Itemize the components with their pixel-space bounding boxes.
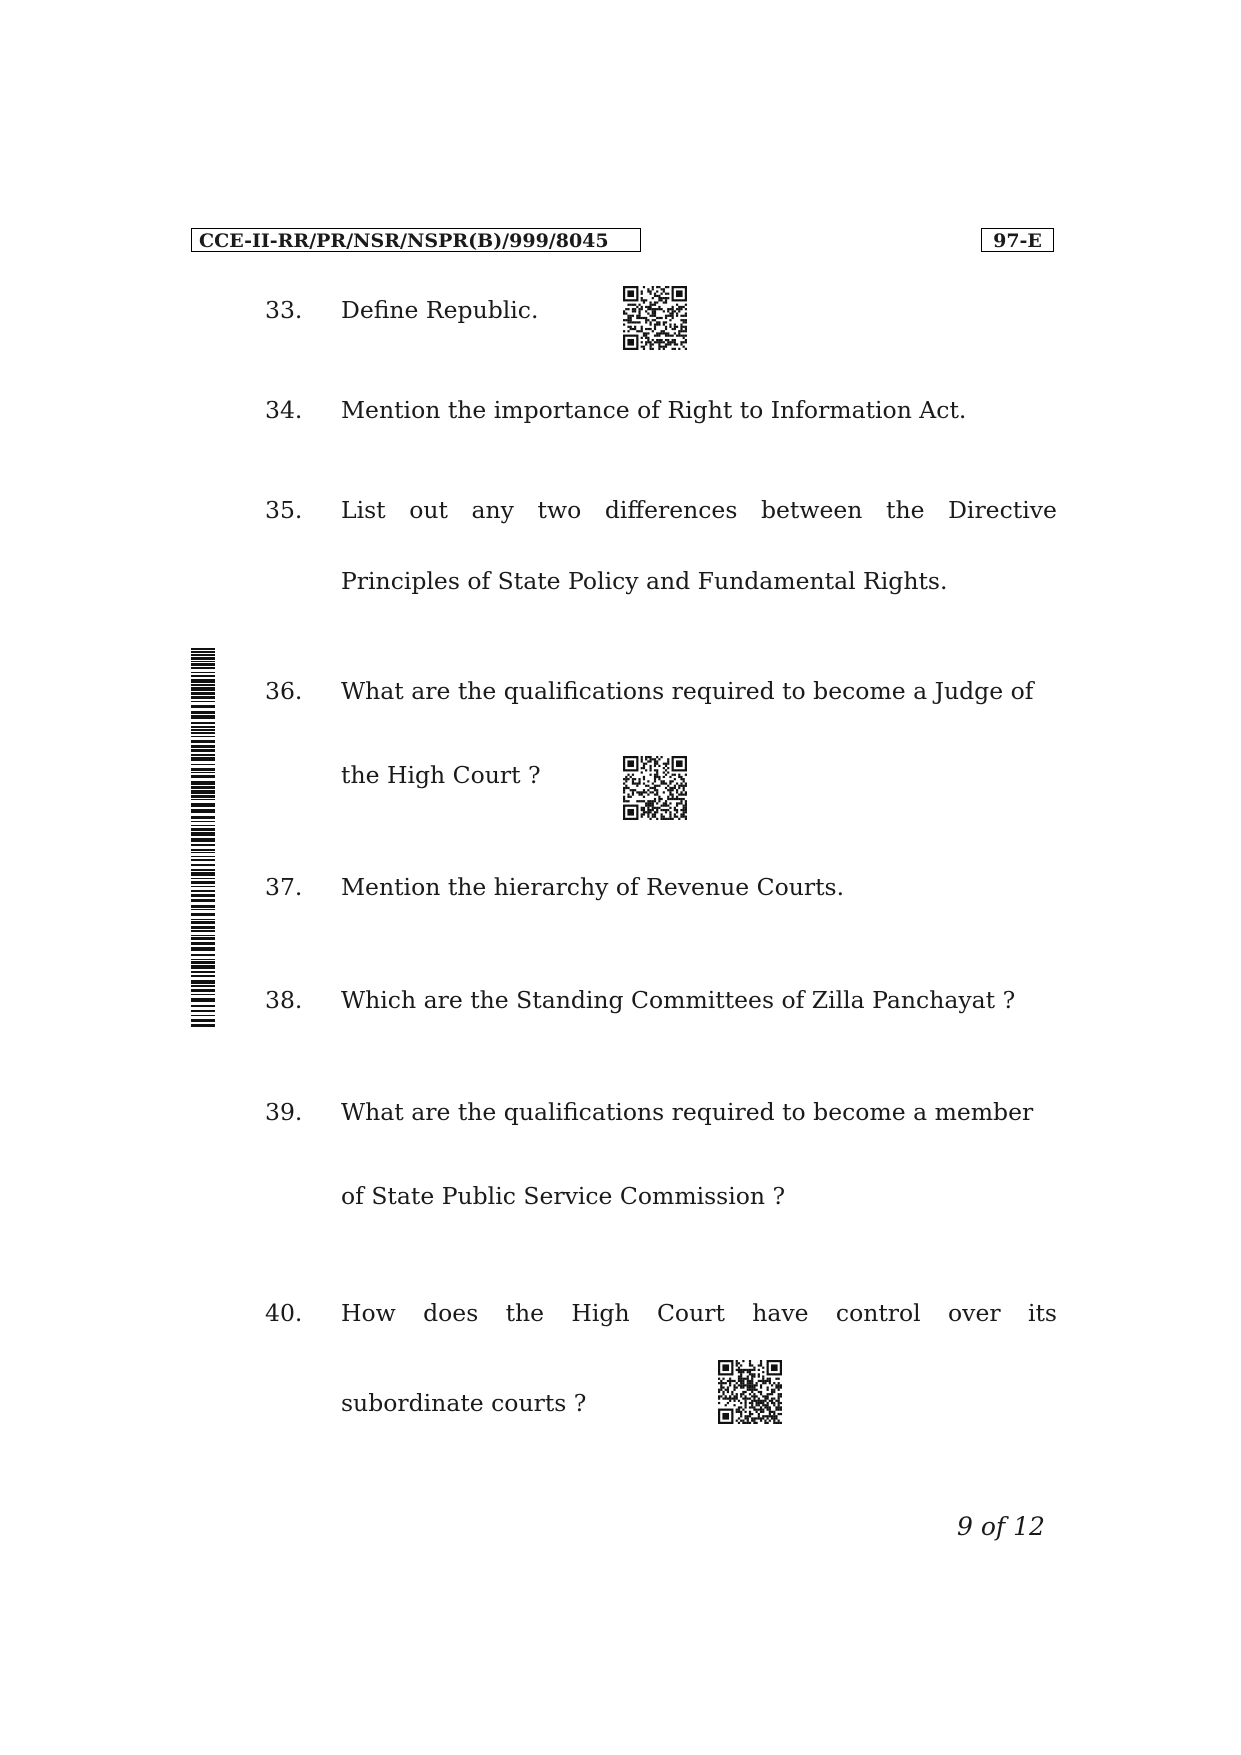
set-code: 97-E [981, 228, 1054, 252]
question-number: 38. [265, 986, 303, 1014]
question-text: the High Court ? [341, 761, 541, 789]
word: its [1027, 1299, 1057, 1327]
word: High [571, 1299, 630, 1327]
word: the [886, 496, 925, 524]
word: the [505, 1299, 545, 1327]
question-text-justified [341, 1299, 1057, 1327]
qr-code-icon [623, 286, 687, 350]
word: two [537, 496, 582, 524]
question-text: subordinate courts ? [341, 1389, 587, 1417]
question-text: of State Public Service Commission ? [341, 1182, 786, 1210]
question-number: 40. [265, 1299, 303, 1327]
word: How [341, 1299, 396, 1327]
question-text: Mention the hierarchy of Revenue Courts. [341, 873, 845, 901]
question-text: Define Republic. [341, 296, 539, 324]
question-text: What are the qualifications required to become a Judge of [341, 677, 1034, 705]
question-text: Which are the Standing Committees of Zilla Panchayat ? [341, 986, 1016, 1014]
word: control [835, 1299, 921, 1327]
word: out [409, 496, 448, 524]
word: Directive [948, 496, 1057, 524]
question-text: What are the qualifications required to become a member [341, 1098, 1034, 1126]
word: does [423, 1299, 479, 1327]
word: between [760, 496, 863, 524]
qr-code-icon [623, 756, 687, 820]
question-text: Mention the importance of Right to Information Act. [341, 396, 967, 424]
question-text-justified [341, 496, 1057, 524]
question-number: 35. [265, 496, 303, 524]
barcode-icon [191, 648, 215, 1028]
paper-code: CCE-II-RR/PR/NSR/NSPR(B)/999/8045 [191, 228, 641, 252]
word: any [471, 496, 514, 524]
question-number: 34. [265, 396, 303, 424]
page-number: 9 of 12 [957, 1512, 1045, 1541]
qr-code-icon [718, 1360, 782, 1424]
question-number: 39. [265, 1098, 303, 1126]
question-number: 37. [265, 873, 303, 901]
word: over [948, 1299, 1001, 1327]
question-text: Principles of State Policy and Fundamental Rights. [341, 567, 948, 595]
question-number: 36. [265, 677, 303, 705]
word: differences [604, 496, 738, 524]
word: have [752, 1299, 809, 1327]
question-number: 33. [265, 296, 303, 324]
word: List [341, 496, 386, 524]
word: Court [656, 1299, 725, 1327]
